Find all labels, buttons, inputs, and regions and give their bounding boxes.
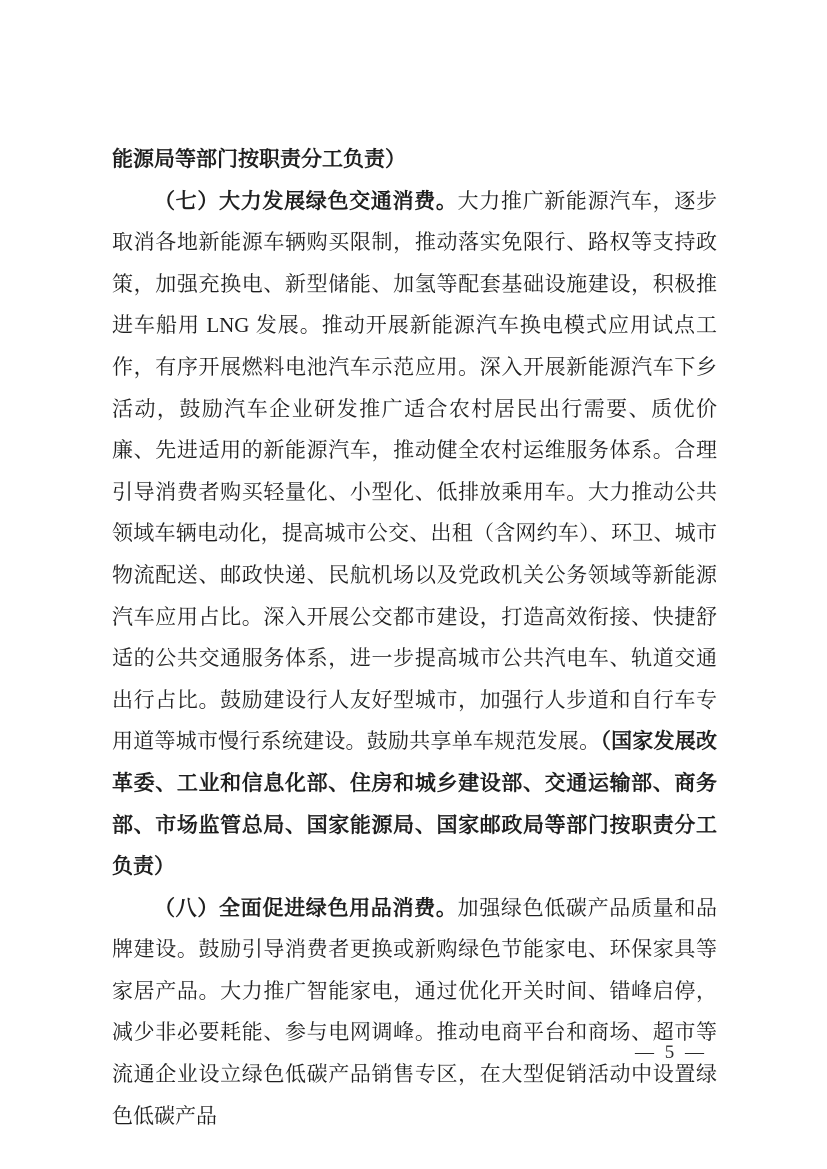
attribution-continuation-text: 能源局等部门按职责分工负责） <box>112 147 406 171</box>
document-body <box>112 139 717 1137</box>
paragraph-section-8 <box>112 888 717 1138</box>
section-7-body-text: 大力推广新能源汽车，逐步取消各地新能源车辆购买限制，推动落实免限行、路权等支持政策，加强充换电、新型储能、加氢等配套基础设施建设，积极推进车船用 LNG 发展。推动开展新能源汽车换电模式应用试点工作，有序开展燃料电池汽车示范应用。深入开展新能源汽车下乡活动，鼓励汽车企业研发推广适合农村居民出行需要、质优价廉、先进适用的新能源汽车，推动健全农村运维服务体系。合理引导消费者购买轻量化、小型化、低排放乘用车。大力推动公共领域车辆电动化，提高城市公交、出租（含网约车）、环卫、城市物流配送、邮政快递、民航机场以及党政机关公务领域等新能源汽车应用占比。深入开展公交都市建设，打造高效衔接、快捷舒适的公共交通服务体系，进一步提高城市公共汽电车、轨道交通出行占比。鼓励建设行人友好型城市，加强行人步道和自行车专用道等城市慢行系统建设。鼓励共享单车规范发展。 <box>112 188 718 754</box>
section-8-heading: （八）全面促进绿色用品消费。 <box>154 895 458 920</box>
paragraph-attribution-continuation <box>112 139 717 181</box>
section-7-heading: （七）大力发展绿色交通消费。 <box>154 188 458 213</box>
page-number: — 5 — <box>635 1042 707 1063</box>
section-8-body-text: 加强绿色低碳产品质量和品牌建设。鼓励引导消费者更换或新购绿色节能家电、环保家具等家居产品。大力推广智能家电，通过优化开关时间、错峰启停，减少非必要耗能、参与电网调峰。推动电商平台和商场、超市等流通企业设立绿色低碳产品销售专区，在大型促销活动中设置绿色低碳产品 <box>112 895 718 1128</box>
section-7-attribution-text: （国家发展改革委、工业和信息化部、住房和城乡建设部、交通运输部、商务部、市场监管总局、国家能源局、国家邮政局等部门按职责分工负责） <box>112 729 718 879</box>
paragraph-section-7 <box>112 181 717 888</box>
